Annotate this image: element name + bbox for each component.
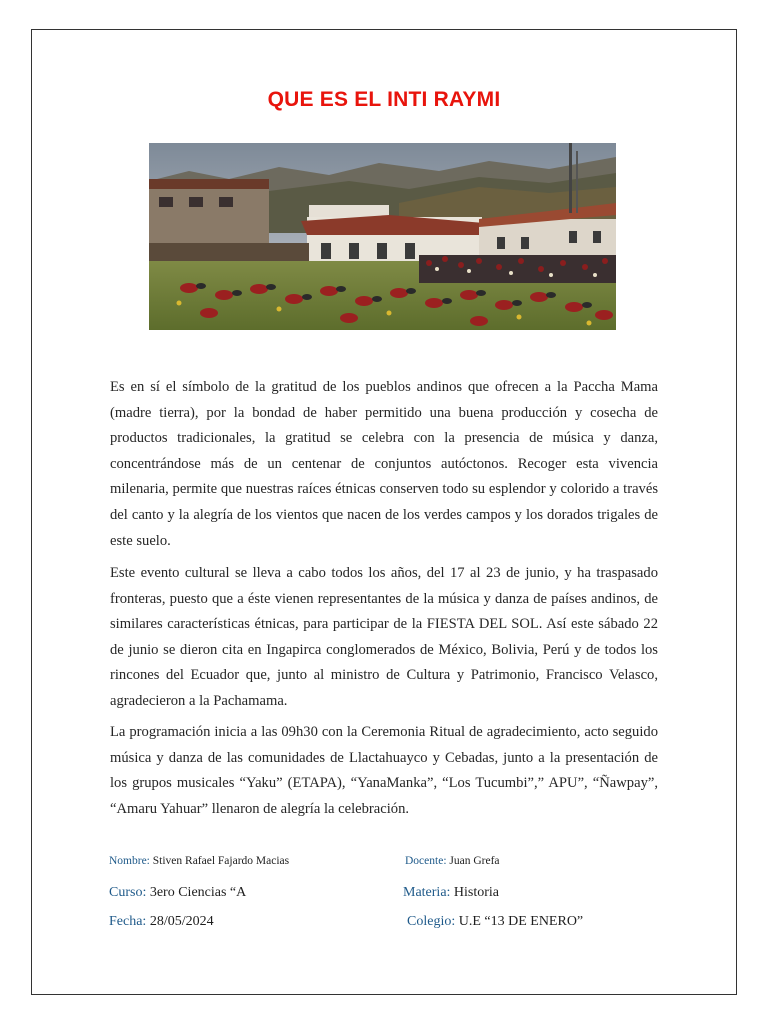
curso-value: 3ero Ciencias “A	[149, 885, 247, 900]
materia-label: Materia:	[403, 885, 451, 900]
paragraph-intro: Es en sí el símbolo de la gratitud de los pueblos andinos que ofrecen a la Paccha Mama (madre tierra), por la bondad de haber permitido una buena producción y cosecha de productos tradicionales, la gratitud se celebra con la presencia de música y danza, concentrándose más de un centenar de conjuntos autóctonos. Recoger esta vivencia milenaria, permite que nuestras raíces étnicas conserven todo su esplendor y colorido a través del canto y la alegría de los vientos que nacen de los verdes campos y los dorados trigales de este suelo.	[110, 379, 658, 549]
fecha-label: Fecha:	[109, 914, 147, 929]
curso-field	[109, 885, 246, 901]
page-title: QUE ES EL INTI RAYMI	[267, 88, 501, 111]
nombre-value: Stiven Rafael Fajardo Macias	[152, 855, 290, 867]
fecha-value: 28/05/2024	[149, 914, 214, 929]
docente-label: Docente:	[405, 855, 447, 867]
inti-raymi-photo	[149, 143, 616, 330]
colegio-label: Colegio:	[407, 914, 456, 929]
curso-label: Curso:	[109, 885, 147, 900]
paragraph-event: Este evento cultural se lleva a cabo todos los años, del 17 al 23 de junio, y ha traspasado fronteras, puesto que a éste vienen representantes de la música y danza de países andinos, de similares características étnicas, para participar de la FIESTA DEL SOL. Así este sábado 22 de junio se dieron cita en Ingapirca conglomerados de México, Bolivia, Perú y de todos los rincones del Ecuador que, junto al ministro de Cultura y Patrimonio, Francisco Velasco, agradecieron a la Pachamama.	[110, 565, 658, 709]
materia-value: Historia	[453, 885, 500, 900]
nombre-field	[109, 855, 289, 867]
materia-field	[403, 885, 499, 901]
docente-field	[405, 855, 500, 867]
paragraph-program: La programación inicia a las 09h30 con la Ceremonia Ritual de agradecimiento, acto seguido música y danza de las comunidades de Llactahuayco y Cebadas, junto a la presentación de los grupos musicales “Yaku” (ETAPA), “YanaManka”, “Los Tucumbi”,” APU”, “Ñawpay”, “Amaru Yahuar” llenaron de alegría la celebración.	[110, 724, 658, 817]
fecha-field	[109, 914, 214, 930]
colegio-value: U.E “13 DE ENERO”	[458, 914, 584, 929]
docente-value: Juan Grefa	[449, 855, 500, 867]
nombre-label: Nombre:	[109, 855, 150, 867]
colegio-field	[407, 914, 583, 930]
